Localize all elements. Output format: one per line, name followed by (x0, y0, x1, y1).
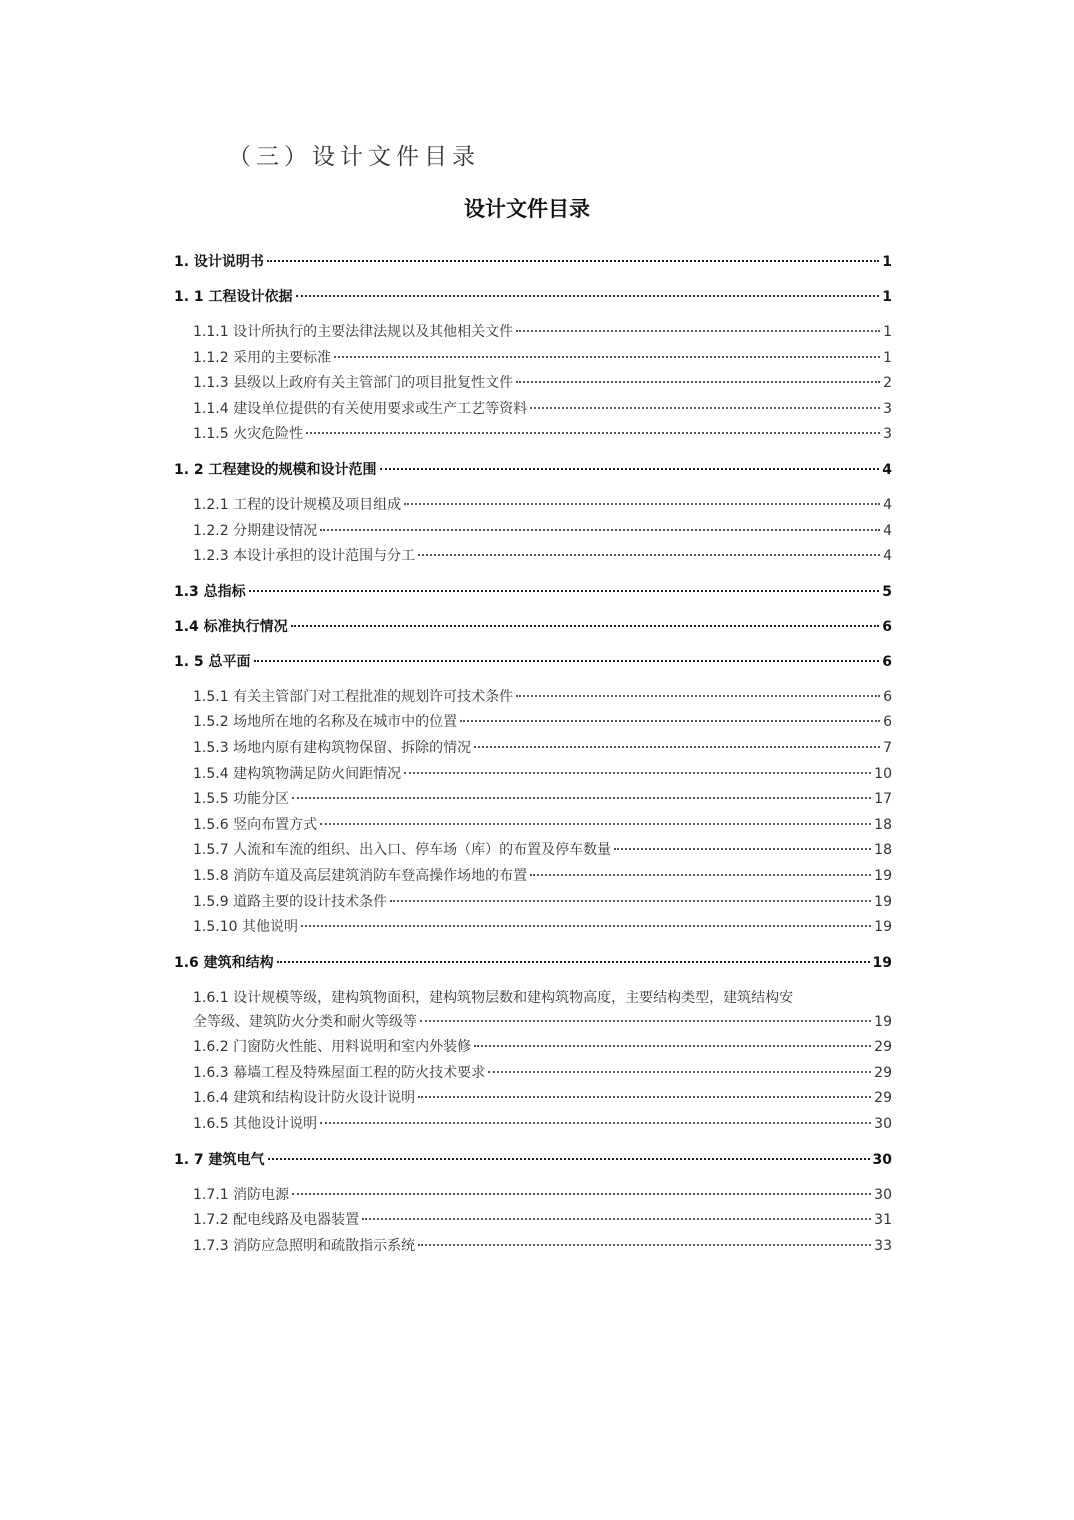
toc-leader-dots (292, 797, 871, 799)
toc-entry-text: 全等级、建筑防火分类和耐火等级等 (193, 1013, 417, 1030)
toc-entry-1-5[interactable] (174, 649, 892, 675)
toc-entry-text: 1.5.9 道路主要的设计技术条件 (193, 893, 388, 910)
toc-entry-1-5-4[interactable] (174, 762, 892, 788)
toc-entry-text: 1.7.3 消防应急照明和疏散指示系统 (193, 1237, 416, 1254)
toc-entry-page: 5 (882, 583, 892, 600)
toc-entry-text: 1.1.3 县级以上政府有关主管部门的项目批复性文件 (193, 375, 514, 392)
toc-entry-1-2-2[interactable] (174, 519, 892, 545)
toc-leader-dots (404, 503, 880, 505)
toc-entry-text: 1.1.1 设计所执行的主要法律法规以及其他相关文件 (193, 324, 514, 340)
toc-entry-page: 10 (874, 765, 892, 782)
toc-entry-1-2-1[interactable] (174, 493, 892, 519)
toc-entry-text: 1.6 建筑和结构 (174, 954, 274, 971)
toc-entry-text: 1.1.4 建设单位提供的有关使用要求或生产工艺等资料 (193, 400, 528, 417)
toc-entry-page: 29 (874, 1064, 892, 1081)
toc-entry-text: 1.2.1 工程的设计规模及项目组成 (193, 496, 402, 513)
toc-entry-1-5-2[interactable] (174, 710, 892, 736)
toc-entry-page: 3 (883, 426, 892, 443)
toc-title: 设计文件目录 (464, 197, 590, 221)
toc-entry-1-7-1[interactable] (174, 1183, 892, 1209)
toc-entry-page: 2 (883, 375, 892, 392)
toc-entry-1-5-8[interactable] (174, 864, 892, 890)
toc-entry-1[interactable] (174, 249, 892, 275)
toc-entry-1-1-2[interactable] (174, 346, 892, 372)
toc-leader-dots (530, 874, 871, 876)
toc-entry-text: 1.4 标准执行情况 (174, 618, 288, 635)
toc-entry-text: 1. 1 工程设计依据 (174, 289, 293, 305)
toc-entry-text: 1. 设计说明书 (174, 254, 264, 270)
toc-entry-page: 19 (872, 954, 892, 971)
toc-entry-text: 1. 2 工程建设的规模和设计范围 (174, 461, 377, 478)
toc-entry-page: 30 (872, 1151, 892, 1168)
toc-entry-page: 30 (874, 1116, 892, 1133)
toc-leader-dots (291, 625, 880, 627)
toc-entry-page: 18 (874, 816, 892, 833)
toc-entry-page: 6 (882, 653, 892, 670)
toc-entry-1-6-1[interactable] (174, 1010, 892, 1036)
toc-entry-page: 33 (874, 1237, 892, 1254)
toc-entry-page: 6 (882, 618, 892, 635)
toc-entry-text: 1.1.2 采用的主要标准 (193, 349, 332, 366)
toc-leader-dots (277, 961, 870, 963)
toc-entry-1-6-4[interactable] (174, 1086, 892, 1112)
toc-entry-text: 1.5.8 消防车道及高层建筑消防车登高操作场地的布置 (193, 867, 528, 884)
toc-entry-text: 1.5.3 场地内原有建构筑物保留、拆除的情况 (193, 739, 472, 756)
toc-leader-dots (460, 720, 880, 722)
toc-entry-1-7-2[interactable] (174, 1208, 892, 1234)
toc-leader-dots (516, 695, 880, 697)
toc-entry-1-5-1[interactable] (174, 685, 892, 711)
toc-leader-dots (516, 330, 880, 332)
toc-entry-page: 6 (883, 688, 892, 705)
toc-leader-dots (418, 554, 880, 556)
toc-leader-dots (249, 590, 880, 592)
toc-entry-1-5-9[interactable] (174, 890, 892, 916)
toc-leader-dots (474, 746, 880, 748)
toc-entry-text: 1.6.5 其他设计说明 (193, 1116, 318, 1133)
toc-entry-page: 1 (883, 324, 892, 340)
toc-leader-dots (296, 295, 880, 297)
toc-entry-text: 1.5.5 功能分区 (193, 791, 290, 808)
toc-entry-page: 17 (874, 791, 892, 808)
toc-entry-page: 31 (874, 1212, 892, 1229)
toc-entry-page: 1 (882, 289, 892, 305)
toc-entry-page: 7 (883, 739, 892, 756)
toc-leader-dots (530, 407, 880, 409)
toc-entry-1-2-3[interactable] (174, 544, 892, 570)
toc-entry-page: 4 (883, 522, 892, 539)
toc-entry-1-5-10[interactable] (174, 915, 892, 941)
toc-leader-dots (267, 260, 879, 262)
toc-entry-text: 1.7.2 配电线路及电器装置 (193, 1212, 360, 1229)
toc-entry-text: 1.5.7 人流和车流的组织、出入口、停车场（库）的布置及停车数量 (193, 842, 612, 859)
toc-entry-text: 1.6.2 门窗防火性能、用料说明和室内外装修 (193, 1039, 472, 1056)
toc-entry-1-6-1-line1[interactable]: 1.6.1 设计规模等级，建构筑物面积，建构筑物层数和建构筑物高度，主要结构类型，建筑结构安 (193, 989, 794, 1006)
toc-leader-dots (334, 356, 880, 358)
toc-entry-text: 1.6.4 建筑和结构设计防火设计说明 (193, 1090, 416, 1107)
toc-entry-1-5-7[interactable] (174, 838, 892, 864)
section-heading: （三）设计文件目录 (228, 144, 480, 170)
toc-entry-text: 1. 5 总平面 (174, 653, 251, 670)
toc-entry-page: 18 (874, 842, 892, 859)
toc-entry-1-6-3[interactable] (174, 1061, 892, 1087)
toc-leader-dots (268, 1158, 870, 1160)
toc-leader-dots (320, 823, 871, 825)
toc-leader-dots (404, 772, 871, 774)
toc-entry-page: 19 (874, 867, 892, 884)
toc-leader-dots (306, 432, 880, 434)
toc-entry-1-4[interactable] (174, 614, 892, 640)
toc-entry-text: 1.6.3 幕墙工程及特殊屋面工程的防火技术要求 (193, 1064, 486, 1081)
toc-entry-1-5-6[interactable] (174, 813, 892, 839)
toc-entry-text: 1.5.1 有关主管部门对工程批准的规划许可技术条件 (193, 688, 514, 705)
toc-entry-1-1-5[interactable] (174, 422, 892, 448)
toc-entry-text: 1. 7 建筑电气 (174, 1151, 265, 1168)
toc-entry-1-6-5[interactable] (174, 1112, 892, 1138)
toc-entry-page: 3 (883, 400, 892, 417)
toc-entry-text: 1.1.5 火灾危险性 (193, 426, 304, 443)
toc-entry-page: 19 (874, 1013, 892, 1030)
toc-entry-1-1-1[interactable] (174, 320, 892, 346)
toc-entry-text: 1.5.2 场地所在地的名称及在城市中的位置 (193, 714, 458, 731)
toc-leader-dots (390, 900, 871, 902)
toc-leader-dots (488, 1071, 871, 1073)
toc-entry-1-5-3[interactable] (174, 736, 892, 762)
toc-entry-page: 4 (883, 496, 892, 513)
toc-leader-dots (614, 848, 871, 850)
toc-entry-text: 1.3 总指标 (174, 583, 246, 600)
toc-leader-dots (254, 660, 880, 662)
toc-entry-page: 30 (874, 1186, 892, 1203)
toc-entry-text: 1.2.3 本设计承担的设计范围与分工 (193, 548, 416, 565)
toc-entry-1-3[interactable] (174, 579, 892, 605)
toc-entry-1-7[interactable] (174, 1147, 892, 1173)
toc-entry-page: 6 (883, 714, 892, 731)
toc-entry-text: 1.5.6 竖向布置方式 (193, 816, 318, 833)
table-of-contents (174, 249, 892, 1259)
toc-entry-page: 4 (883, 548, 892, 565)
toc-entry-1-2[interactable] (174, 457, 892, 483)
toc-leader-dots (292, 1193, 871, 1195)
toc-entry-page: 1 (883, 349, 892, 366)
toc-entry-1-1-3[interactable] (174, 371, 892, 397)
toc-leader-dots (301, 925, 871, 927)
toc-entry-1-7-3[interactable] (174, 1234, 892, 1260)
toc-leader-dots (362, 1218, 871, 1220)
toc-leader-dots (420, 1020, 871, 1022)
toc-entry-page: 29 (874, 1039, 892, 1056)
toc-entry-1-6-2[interactable] (174, 1035, 892, 1061)
toc-entry-page: 19 (874, 893, 892, 910)
toc-entry-text: 1.2.2 分期建设情况 (193, 522, 318, 539)
toc-leader-dots (320, 1122, 871, 1124)
toc-entry-1-1[interactable] (174, 284, 892, 310)
toc-entry-1-5-5[interactable] (174, 787, 892, 813)
toc-leader-dots (418, 1244, 871, 1246)
toc-entry-1-6[interactable] (174, 950, 892, 976)
toc-leader-dots (418, 1096, 871, 1098)
toc-entry-page: 1 (882, 254, 892, 270)
toc-entry-page: 4 (882, 461, 892, 478)
toc-entry-page: 19 (874, 919, 892, 936)
toc-leader-dots (380, 468, 880, 470)
toc-entry-1-1-4[interactable] (174, 397, 892, 423)
toc-leader-dots (516, 381, 880, 383)
toc-leader-dots (474, 1045, 871, 1047)
toc-leader-dots (320, 529, 880, 531)
toc-entry-page: 29 (874, 1090, 892, 1107)
toc-entry-text: 1.5.4 建构筑物满足防火间距情况 (193, 765, 402, 782)
toc-entry-text: 1.5.10 其他说明 (193, 919, 298, 936)
toc-entry-text: 1.7.1 消防电源 (193, 1186, 290, 1203)
